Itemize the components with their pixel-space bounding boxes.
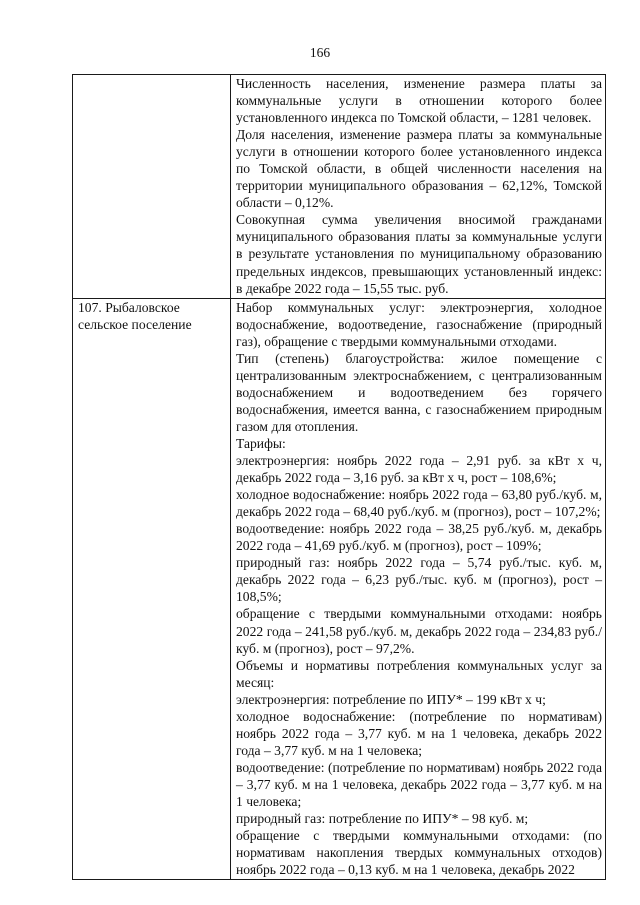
paragraph: Набор коммунальных услуг: электроэнергия, холодное водоснабжение, водоотведение, газоснабжение (природный газ), обращение с твердыми коммунальными отходами. (236, 299, 602, 349)
paragraph: холодное водоснабжение: (потребление по нормативам) ноябрь 2022 года – 3,77 куб. м на 1 человека, декабрь 2022 года – 3,77 куб. м на 1 человека; (236, 708, 602, 758)
paragraph: Объемы и нормативы потребления коммунальных услуг за месяц: (236, 657, 602, 690)
paragraph: водоотведение: ноябрь 2022 года – 38,25 руб./куб. м, декабрь 2022 года – 41,69 руб./куб. м (прогноз), рост – 109%; (236, 521, 602, 554)
paragraph: Совокупная сумма увеличения вносимой гражданами муниципального образования платы за коммунальные услуги в результате установления по муниципальному образованию предельных индексов, превышающих установленный индекс: в декабре 2022 года – 15,55 тыс. руб. (236, 212, 602, 296)
paragraph: природный газ: ноябрь 2022 года – 5,74 руб./тыс. куб. м, декабрь 2022 года – 6,23 руб./тыс. куб. м (прогноз), рост – 108,5%; (236, 555, 602, 605)
paragraph: Доля населения, изменение размера платы за коммунальные услуги в отношении которого более установленного индекса по Томской области, в общей численности населения на территории муниципального образования – 62,12%, Томской области – 0,12%. (236, 127, 602, 211)
details-cell (231, 298, 606, 880)
paragraph: обращение с твердыми коммунальными отходами: ноябрь 2022 года – 241,58 руб./куб. м, декабрь 2022 года – 234,83 руб./куб. м (прогноз), рост – 97,2%. (236, 606, 602, 656)
page-number: 166 (309, 45, 331, 60)
details-text (236, 75, 602, 297)
paragraph: электроэнергия: потребление по ИПУ* – 199 кВт х ч; (236, 691, 546, 707)
municipality-name: 107. Рыбаловское сельское поселение (78, 299, 192, 332)
details-text (236, 299, 602, 879)
paragraph: природный газ: потребление по ИПУ* – 98 куб. м; (236, 811, 529, 827)
table-row (73, 298, 606, 880)
municipality-cell (73, 75, 231, 299)
paragraph: Тип (степень) благоустройства: жилое помещение с централизованным электроснабжением, с централизованным водоснабжением и водоотведением без горячего водоснабжения, имеется ванна, с газоснабжением природным газом для отопления. (236, 350, 602, 434)
paragraph: холодное водоснабжение: ноябрь 2022 года – 63,80 руб./куб. м, декабрь 2022 года – 68,40 руб./куб. м (прогноз), рост – 107,2%; (236, 487, 602, 520)
municipality-cell (73, 298, 231, 880)
municipal-tariffs-table (72, 74, 606, 880)
paragraph: Численность населения, изменение размера платы за коммунальные услуги в отношении которого более установленного индекса по Томской области, – 1281 человек. (236, 76, 602, 126)
paragraph: Тарифы: (236, 435, 286, 451)
details-cell (231, 75, 606, 299)
table-row (73, 75, 606, 299)
paragraph: электроэнергия: ноябрь 2022 года – 2,91 руб. за кВт х ч, декабрь 2022 года – 3,16 руб. за кВт х ч, рост – 108,6%; (236, 453, 602, 486)
paragraph: водоотведение: (потребление по нормативам) ноябрь 2022 года – 3,77 куб. м на 1 человека, декабрь 2022 года – 3,77 куб. м на 1 человека; (236, 759, 602, 809)
paragraph: обращение с твердыми коммунальными отходами: (по нормативам накопления твердых коммунальных отходов) ноябрь 2022 года – 0,13 куб. м на 1 человека, декабрь 2022 (236, 828, 602, 878)
